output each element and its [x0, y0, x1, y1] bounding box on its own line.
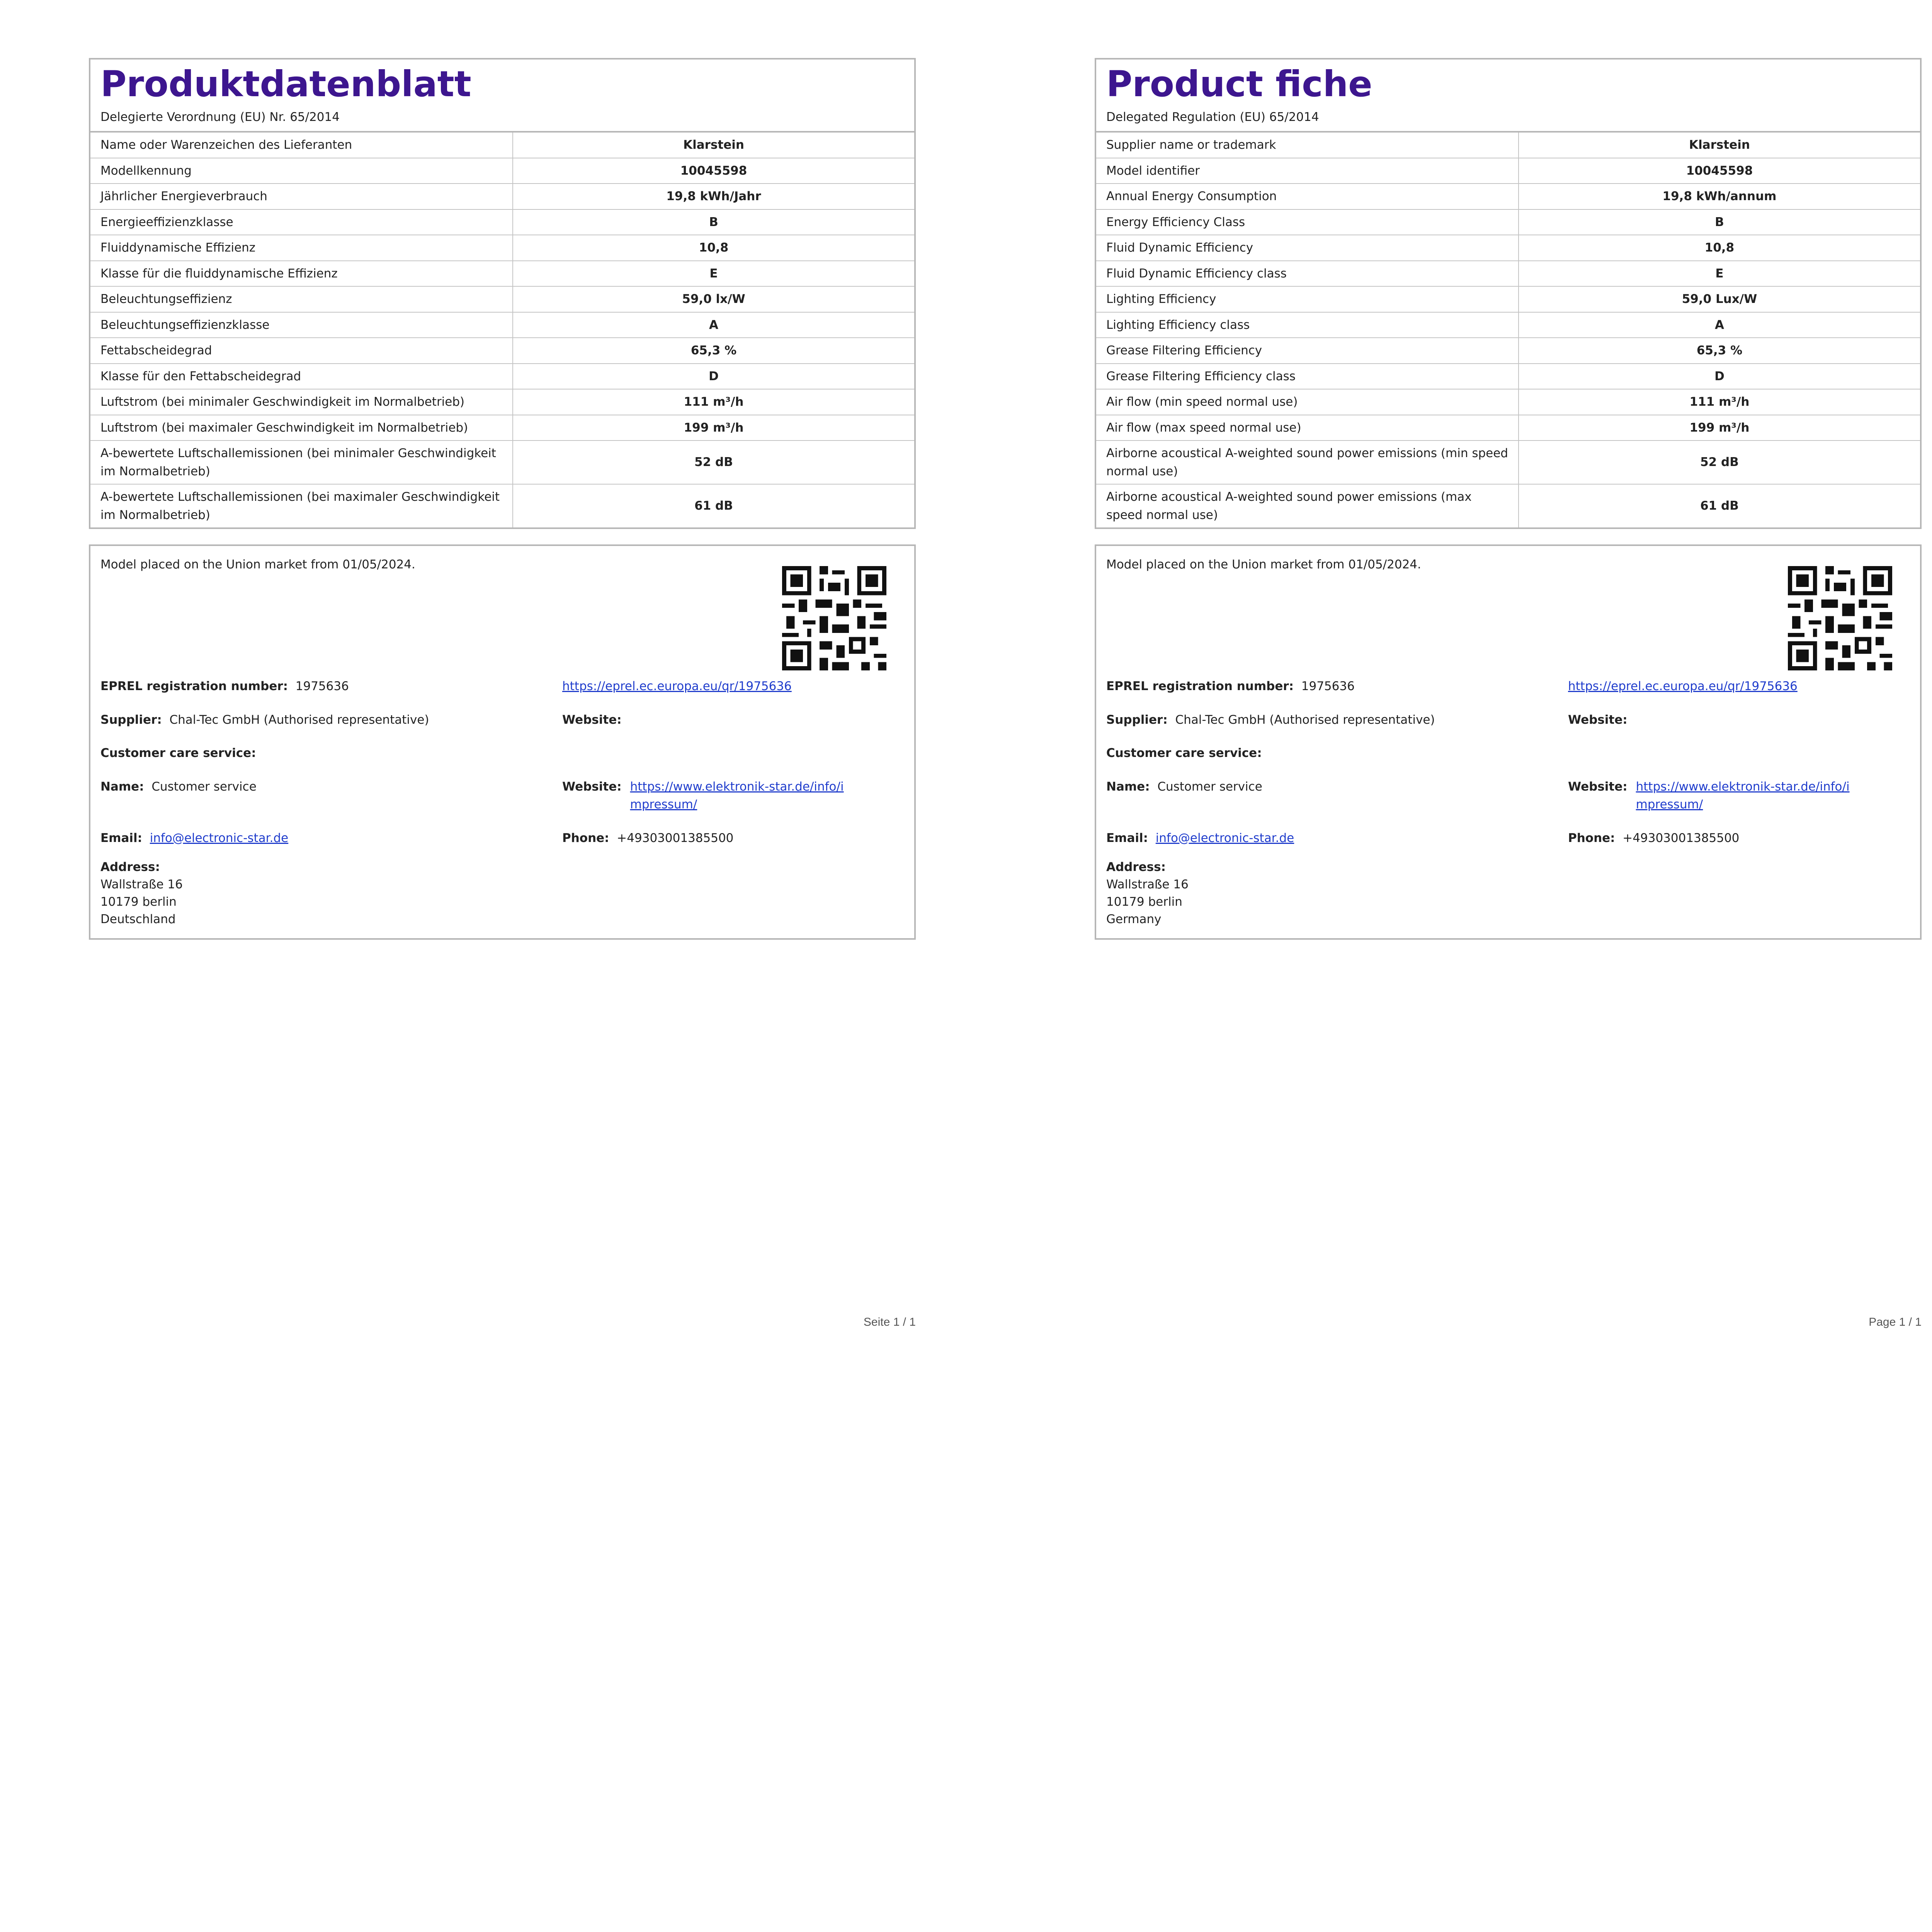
row-label: Fluid Dynamic Efficiency: [1096, 235, 1519, 261]
row-label: Jährlicher Energieverbrauch: [90, 184, 513, 209]
table-row: [90, 286, 914, 312]
fiche-header-en: [1096, 60, 1920, 133]
row-value: B: [513, 209, 914, 235]
table-row: [90, 364, 914, 389]
supplier-value: Chal-Tec GmbH (Authorised representative): [169, 713, 429, 727]
table-row: [1096, 389, 1920, 415]
eprel-label: EPREL registration number:: [100, 679, 288, 693]
table-row: [90, 389, 914, 415]
row-label: Name oder Warenzeichen des Lieferanten: [90, 133, 513, 158]
phone-value: +49303001385500: [1622, 831, 1740, 845]
row-value: 10045598: [1519, 158, 1920, 184]
row-value: 52 dB: [513, 440, 914, 484]
phone-value: +49303001385500: [617, 831, 734, 845]
address-line: 10179 berlin: [1106, 895, 1182, 909]
row-value: E: [513, 261, 914, 287]
eprel-info-box-en: [1095, 544, 1922, 940]
row-value: D: [513, 364, 914, 389]
email-line: [100, 829, 562, 847]
address-block-de: [100, 859, 904, 928]
qr-code-icon[interactable]: [1788, 566, 1892, 670]
page-title-de: Produktdatenblatt: [100, 63, 471, 105]
supplier-line: [100, 711, 562, 729]
row-label: Grease Filtering Efficiency: [1096, 338, 1519, 364]
regulation-subtitle-en: Delegated Regulation (EU) 65/2014: [1106, 110, 1319, 124]
contact-grid-de: [100, 677, 904, 847]
contact-name-line: [1106, 778, 1568, 814]
email-label: Email:: [1106, 831, 1148, 845]
website-label: Website:: [1568, 779, 1628, 794]
address-line: Deutschland: [100, 912, 176, 926]
phone-line: [1568, 829, 1910, 847]
row-label: Supplier name or trademark: [1096, 133, 1519, 158]
fiche-en: [1095, 58, 1922, 940]
product-fiche-table-en: [1095, 58, 1922, 529]
table-row: [90, 184, 914, 209]
row-label: Airborne acoustical A-weighted sound power emissions (max speed normal use): [1096, 484, 1519, 527]
customer-care-heading: Customer care service:: [1106, 746, 1262, 760]
table-row: [1096, 133, 1920, 158]
eprel-number: 1975636: [1301, 679, 1355, 693]
row-label: Beleuchtungseffizienz: [90, 286, 513, 312]
email-line: [1106, 829, 1568, 847]
table-row: [90, 338, 914, 364]
eprel-number: 1975636: [295, 679, 349, 693]
row-value: 59,0 Lux/W: [1519, 286, 1920, 312]
customer-care-heading: Customer care service:: [100, 746, 256, 760]
row-label: Lighting Efficiency: [1096, 286, 1519, 312]
row-value: 65,3 %: [513, 338, 914, 364]
row-label: Energieeffizienzklasse: [90, 209, 513, 235]
row-label: Luftstrom (bei minimaler Geschwindigkeit im Normalbetrieb): [90, 389, 513, 415]
address-line: Germany: [1106, 912, 1162, 926]
eprel-registration: [1106, 677, 1568, 696]
table-row: [90, 235, 914, 261]
regulation-subtitle-de: Delegierte Verordnung (EU) Nr. 65/2014: [100, 110, 340, 124]
row-value: 111 m³/h: [513, 389, 914, 415]
phone-line: [562, 829, 904, 847]
page-number-en: Page 1 / 1: [1869, 1316, 1922, 1328]
contact-name-line: [100, 778, 562, 814]
table-row: [1096, 364, 1920, 389]
table-row: [1096, 415, 1920, 441]
fiche-header-de: [90, 60, 914, 133]
eprel-info-box-de: [89, 544, 916, 940]
row-value: D: [1519, 364, 1920, 389]
name-value: Customer service: [151, 779, 257, 794]
row-label: Airborne acoustical A-weighted sound power emissions (min speed normal use): [1096, 440, 1519, 484]
email-link[interactable]: info@electronic-star.de: [150, 831, 289, 845]
row-label: A-bewertete Luftschallemissionen (bei maximaler Geschwindigkeit im Normalbetrieb): [90, 484, 513, 527]
table-row: [90, 261, 914, 287]
contact-grid-en: [1106, 677, 1910, 847]
product-fiche-table-de: [89, 58, 916, 529]
table-row: [1096, 235, 1920, 261]
supplier-line: [1106, 711, 1568, 729]
row-label: Model identifier: [1096, 158, 1519, 184]
table-row: [90, 484, 914, 527]
website-link[interactable]: https://www.elektronik-star.de/info/impressum/: [1636, 779, 1850, 811]
market-placement-text: Model placed on the Union market from 01/05/2024.: [1106, 558, 1421, 571]
row-value: 199 m³/h: [513, 415, 914, 441]
table-row: [1096, 184, 1920, 209]
qr-code-icon[interactable]: [782, 566, 886, 670]
row-label: Annual Energy Consumption: [1096, 184, 1519, 209]
email-label: Email:: [100, 831, 143, 845]
table-row: [90, 133, 914, 158]
row-label: Fettabscheidegrad: [90, 338, 513, 364]
page-title-en: Product fiche: [1106, 63, 1372, 105]
row-value: 10,8: [1519, 235, 1920, 261]
row-value: 111 m³/h: [1519, 389, 1920, 415]
address-label: Address:: [1106, 860, 1166, 874]
website-label: Website:: [562, 713, 622, 727]
eprel-link[interactable]: https://eprel.ec.europa.eu/qr/1975636: [562, 679, 792, 693]
fiche-de: [89, 58, 916, 940]
row-value: 19,8 kWh/annum: [1519, 184, 1920, 209]
address-line: 10179 berlin: [100, 895, 177, 909]
table-row: [1096, 338, 1920, 364]
row-value: Klarstein: [1689, 138, 1750, 152]
market-placement-text: Model placed on the Union market from 01/05/2024.: [100, 558, 415, 571]
row-value: 65,3 %: [1519, 338, 1920, 364]
name-value: Customer service: [1157, 779, 1262, 794]
phone-label: Phone:: [562, 831, 609, 845]
table-row: [1096, 312, 1920, 338]
row-value: 10,8: [513, 235, 914, 261]
row-label: Luftstrom (bei maximaler Geschwindigkeit im Normalbetrieb): [90, 415, 513, 441]
website-label: Website:: [1568, 713, 1628, 727]
contact-website-line: [1568, 778, 1910, 814]
row-value: B: [1519, 209, 1920, 235]
row-label: Grease Filtering Efficiency class: [1096, 364, 1519, 389]
supplier-value: Chal-Tec GmbH (Authorised representative): [1175, 713, 1435, 727]
spec-table-de: [90, 133, 914, 527]
address-block-en: [1106, 859, 1910, 928]
row-label: Klasse für die fluiddynamische Effizienz: [90, 261, 513, 287]
table-row: [1096, 158, 1920, 184]
table-row: [90, 158, 914, 184]
address-line: Wallstraße 16: [100, 877, 183, 891]
row-value: 10045598: [513, 158, 914, 184]
email-link[interactable]: info@electronic-star.de: [1155, 831, 1294, 845]
name-label: Name:: [100, 779, 144, 794]
table-row: [90, 312, 914, 338]
row-value: 59,0 lx/W: [513, 286, 914, 312]
row-label: Klasse für den Fettabscheidegrad: [90, 364, 513, 389]
row-value: A: [1519, 312, 1920, 338]
table-row: [1096, 261, 1920, 287]
row-label: Fluid Dynamic Efficiency class: [1096, 261, 1519, 287]
row-label: Air flow (min speed normal use): [1096, 389, 1519, 415]
address-label: Address:: [100, 860, 160, 874]
row-value: Klarstein: [683, 138, 744, 152]
supplier-label: Supplier:: [100, 713, 162, 727]
table-row: [90, 415, 914, 441]
row-value: 52 dB: [1519, 440, 1920, 484]
info-top-en: [1106, 558, 1910, 662]
page-number-de: Seite 1 / 1: [863, 1316, 916, 1328]
row-label: Lighting Efficiency class: [1096, 312, 1519, 338]
eprel-registration: [100, 677, 562, 696]
table-row: [1096, 209, 1920, 235]
address-line: Wallstraße 16: [1106, 877, 1189, 891]
row-label: Modellkennung: [90, 158, 513, 184]
supplier-label: Supplier:: [1106, 713, 1168, 727]
eprel-label: EPREL registration number:: [1106, 679, 1294, 693]
row-value: 61 dB: [513, 484, 914, 527]
row-value: 199 m³/h: [1519, 415, 1920, 441]
table-row: [1096, 286, 1920, 312]
row-label: A-bewertete Luftschallemissionen (bei minimaler Geschwindigkeit im Normalbetrieb): [90, 440, 513, 484]
row-value: E: [1519, 261, 1920, 287]
table-row: [1096, 440, 1920, 484]
table-row: [90, 440, 914, 484]
phone-label: Phone:: [1568, 831, 1615, 845]
row-label: Air flow (max speed normal use): [1096, 415, 1519, 441]
row-value: A: [513, 312, 914, 338]
contact-website-line: [562, 778, 904, 814]
spec-table-en: [1096, 133, 1920, 527]
website-label: Website:: [562, 779, 622, 794]
row-label: Energy Efficiency Class: [1096, 209, 1519, 235]
info-top-de: [100, 558, 904, 662]
name-label: Name:: [1106, 779, 1150, 794]
row-value: 61 dB: [1519, 484, 1920, 527]
row-value: 19,8 kWh/Jahr: [513, 184, 914, 209]
table-row: [90, 209, 914, 235]
row-label: Beleuchtungseffizienzklasse: [90, 312, 513, 338]
website-link[interactable]: https://www.elektronik-star.de/info/impressum/: [630, 779, 844, 811]
eprel-link[interactable]: https://eprel.ec.europa.eu/qr/1975636: [1568, 679, 1798, 693]
table-row: [1096, 484, 1920, 527]
row-label: Fluiddynamische Effizienz: [90, 235, 513, 261]
